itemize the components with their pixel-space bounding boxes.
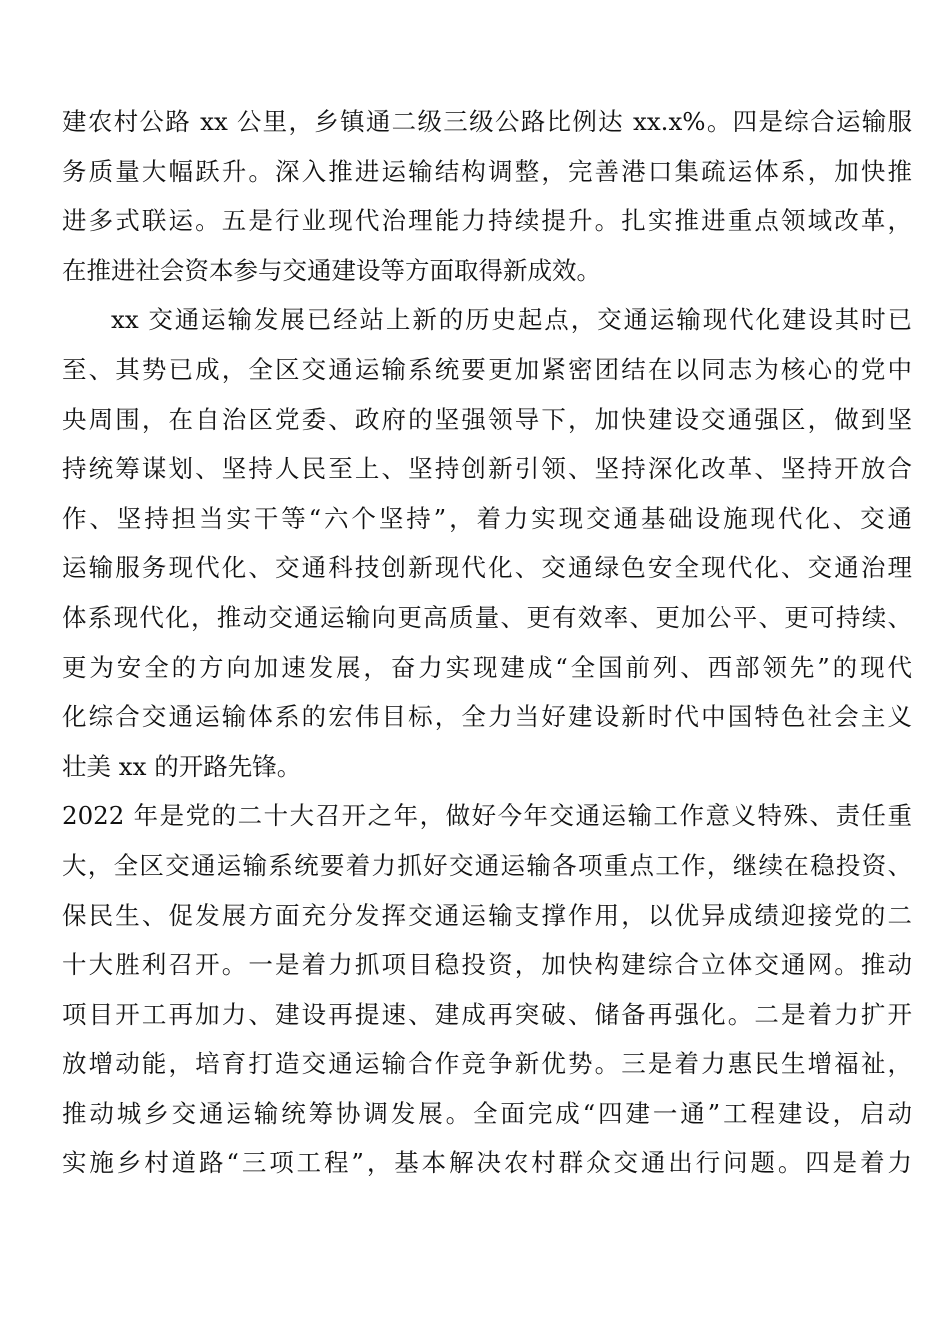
text-line: 持统筹谋划、坚持人民至上、坚持创新引领、坚持深化改革、坚持开放合 — [62, 454, 912, 484]
text-line: 放增动能，培育打造交通运输合作竞争新优势。三是着力惠民生增福祉， — [62, 1049, 912, 1079]
text-line: 央周围，在自治区党委、政府的坚强领导下，加快建设交通强区，做到坚 — [62, 404, 912, 434]
text-line: 项目开工再加力、建设再提速、建成再突破、储备再强化。二是着力扩开 — [62, 999, 912, 1029]
paragraph-first-line: xx 交通运输发展已经站上新的历史起点，交通运输现代化建设其时已 — [111, 305, 912, 335]
text-line: 至、其势已成，全区交通运输系统要更加紧密团结在以同志为核心的党中 — [62, 354, 912, 384]
text-line: 建农村公路 xx 公里，乡镇通二级三级公路比例达 xx.x%。四是综合运输服 — [62, 107, 912, 136]
text-line: 更为安全的方向加速发展，奋力实现建成“全国前列、西部领先”的现代 — [62, 652, 912, 682]
text-line: 进多式联运。五是行业现代治理能力持续提升。扎实推进重点领域改革， — [62, 206, 912, 236]
text-line: 运输服务现代化、交通科技创新现代化、交通绿色安全现代化、交通治理 — [62, 553, 912, 583]
text-line: 保民生、促发展方面充分发挥交通运输支撑作用，以优异成绩迎接党的二 — [62, 900, 912, 930]
text-line: 推动城乡交通运输统筹协调发展。全面完成“四建一通”工程建设，启动 — [62, 1098, 912, 1128]
text-line: 大，全区交通运输系统要着力抓好交通运输各项重点工作，继续在稳投资、 — [62, 850, 912, 880]
text-line: 十大胜利召开。一是着力抓项目稳投资，加快构建综合立体交通网。推动 — [62, 950, 912, 980]
paragraph-first-line: 2022 年是党的二十大召开之年，做好今年交通运输工作意义特殊、责任重 — [62, 801, 912, 831]
text-line: 务质量大幅跃升。深入推进运输结构调整，完善港口集疏运体系，加快推 — [62, 156, 912, 186]
text-line: 实施乡村道路“三项工程”，基本解决农村群众交通出行问题。四是着力 — [62, 1148, 912, 1178]
text-line: 壮美 xx 的开路先锋。 — [62, 751, 302, 781]
text-line: 体系现代化，推动交通运输向更高质量、更有效率、更加公平、更可持续、 — [62, 602, 912, 632]
document-body — [62, 97, 912, 1188]
text-line: 在推进社会资本参与交通建设等方面取得新成效。 — [62, 255, 601, 285]
text-line: 作、坚持担当实干等“六个坚持”，着力实现交通基础设施现代化、交通 — [62, 503, 912, 533]
text-line: 化综合交通运输体系的宏伟目标，全力当好建设新时代中国特色社会主义 — [62, 702, 912, 732]
